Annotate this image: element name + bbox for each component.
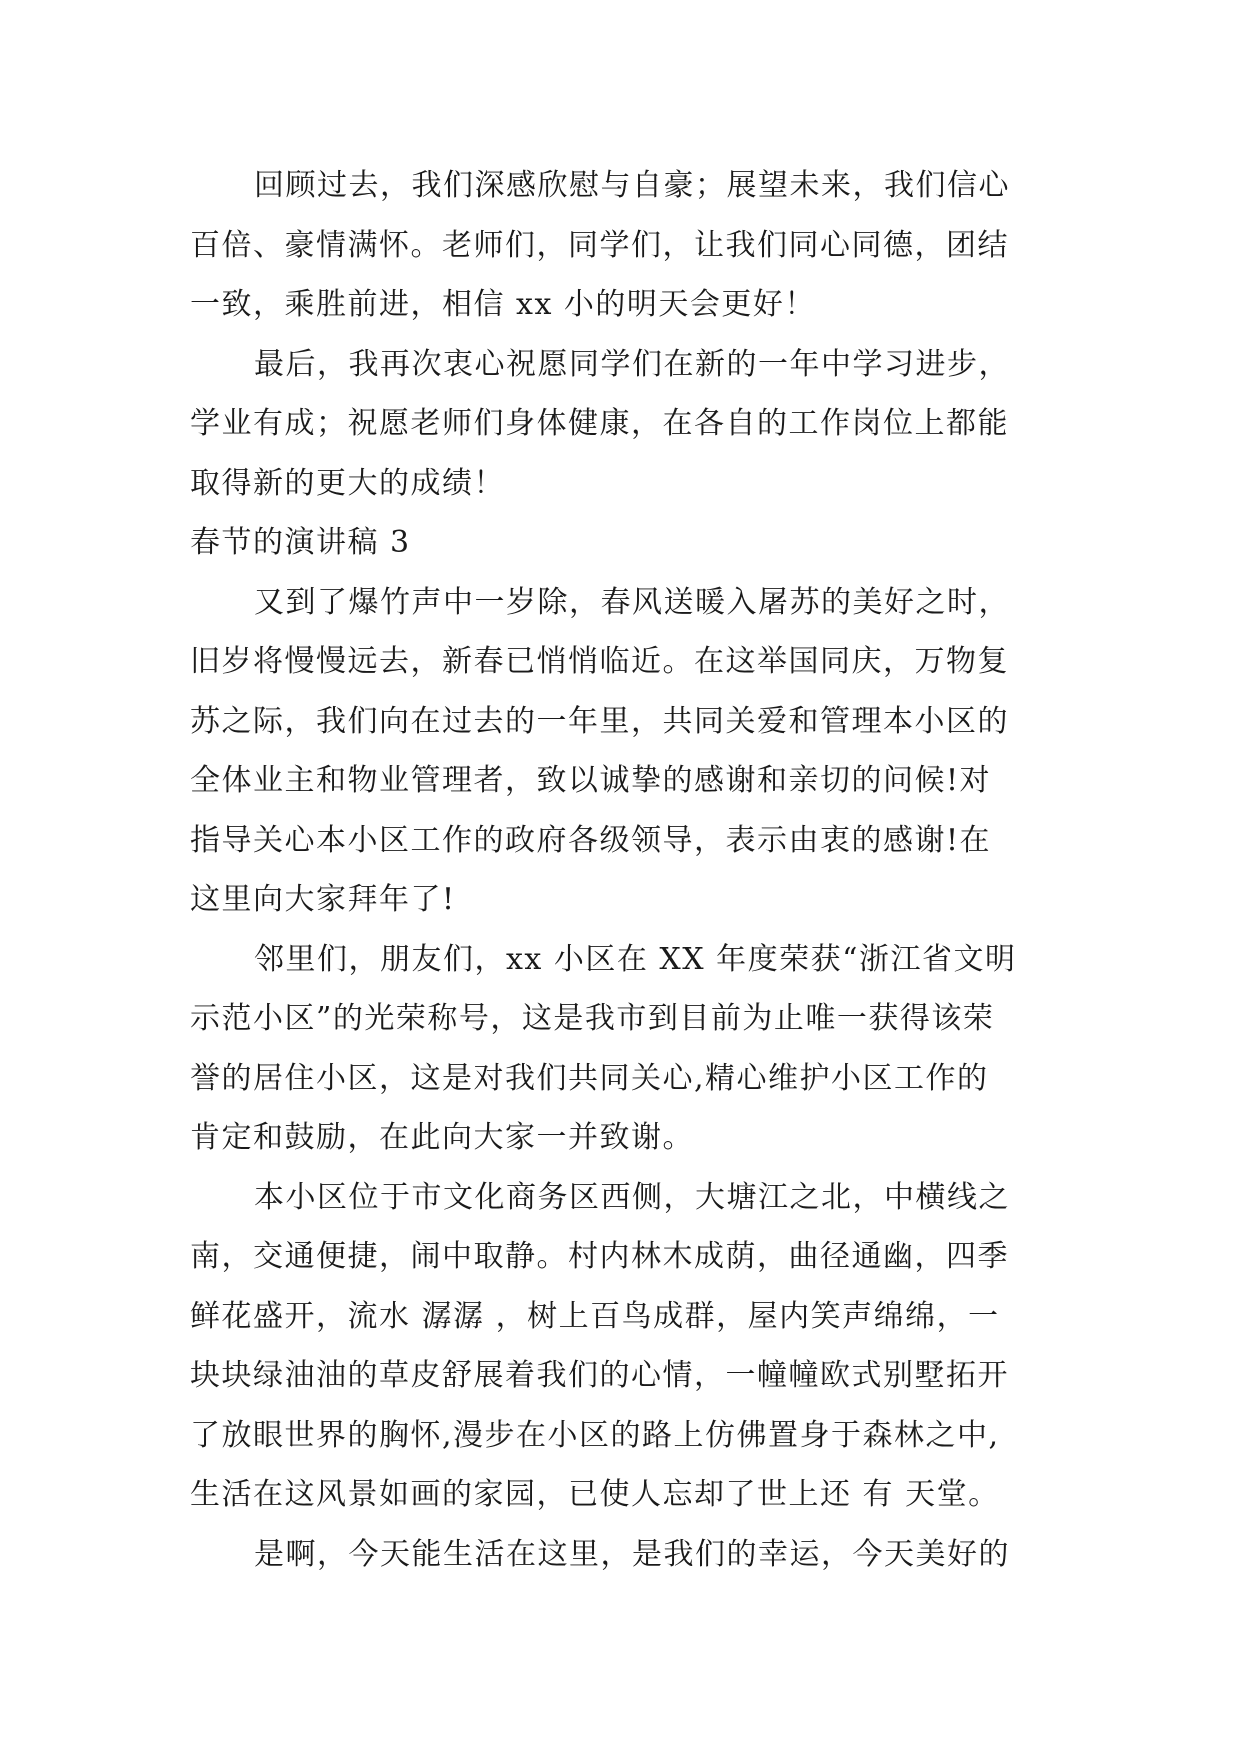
text-line: 取得新的更大的成绩！ [190, 465, 505, 501]
text-line: 块块绿油油的草皮舒展着我们的心情，一幢幢欧式别墅拓开 [190, 1358, 1009, 1393]
text-line: 回顾过去，我们深感欣慰与自豪；展望未来，我们信心 [254, 168, 1010, 203]
text-line: 指导关心本小区工作的政府各级领导，表示由衷的感谢!在 [190, 822, 992, 858]
text-line: 全体业主和物业管理者，致以诚挚的感谢和亲切的问候!对 [190, 763, 992, 798]
text-line: 旧岁将慢慢远去，新春已悄悄临近。在这举国同庆，万物复 [190, 644, 1009, 679]
text-line: 鲜花盛开，流水 潺潺 ，树上百鸟成群，屋内笑声绵绵，一 [190, 1298, 1000, 1334]
text-line: 这里向大家拜年了! [190, 882, 456, 917]
text-line: 又到了爆竹声中一岁除，春风送暖入屠苏的美好之时， [254, 584, 1010, 620]
text-line: 本小区位于市文化商务区西侧，大塘江之北，中横线之 [254, 1179, 1010, 1215]
text-line: 邻里们，朋友们，xx 小区在 XX 年度荣获“浙江省文明 [254, 941, 1017, 977]
text-line: 是啊，今天能生活在这里，是我们的幸运，今天美好的 [254, 1536, 1010, 1572]
text-line: 一致，乘胜前进，相信 xx 小的明天会更好！ [190, 287, 816, 322]
text-line: 生活在这风景如画的家园，已使人忘却了世上还 有 天堂。 [190, 1477, 1000, 1512]
text-line: 肯定和鼓励，在此向大家一并致谢。 [190, 1120, 694, 1155]
section-heading: 春节的演讲稿 3 [190, 525, 411, 560]
text-line: 誉的居住小区，这是对我们共同关心,精心维护小区工作的 [190, 1060, 989, 1096]
text-line: 了放眼世界的胸怀,漫步在小区的路上仿佛置身于森林之中, [190, 1417, 1000, 1453]
text-line: 示范小区”的光荣称号，这是我市到目前为止唯一获得该荣 [190, 1001, 995, 1036]
text-line: 最后，我再次衷心祝愿同学们在新的一年中学习进步， [254, 346, 1010, 382]
text-line: 百倍、豪情满怀。老师们，同学们，让我们同心同德，团结 [190, 227, 1009, 263]
text-line: 学业有成；祝愿老师们身体健康，在各自的工作岗位上都能 [190, 406, 1009, 441]
text-line: 南，交通便捷，闹中取静。村内林木成荫，曲径通幽，四季 [190, 1239, 1009, 1274]
text-line: 苏之际，我们向在过去的一年里，共同关爱和管理本小区的 [190, 703, 1009, 739]
document-page [190, 156, 1060, 1584]
